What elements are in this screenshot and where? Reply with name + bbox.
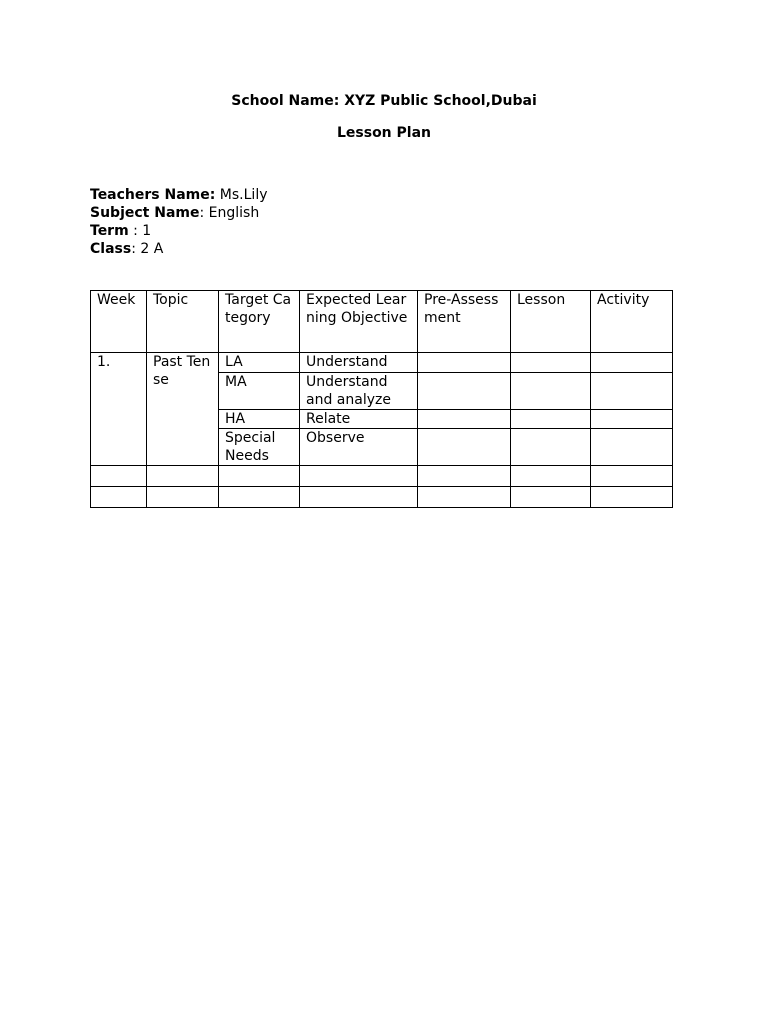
teacher-label: Teachers Name: [90, 187, 216, 203]
header-topic: Topic [147, 291, 219, 353]
lesson-cell [511, 373, 591, 410]
empty-cell [147, 466, 219, 487]
lesson-cell [511, 429, 591, 466]
category-cell: HA [219, 410, 300, 429]
term-value: : 1 [128, 223, 152, 239]
empty-cell [91, 466, 147, 487]
empty-cell [91, 487, 147, 508]
teacher-row [90, 186, 268, 204]
header-lesson: Lesson [511, 291, 591, 353]
topic-cell: Past Tense [147, 353, 219, 466]
empty-cell [219, 487, 300, 508]
subject-row [90, 204, 268, 222]
lesson-cell [511, 410, 591, 429]
class-label: Class [90, 241, 132, 257]
activity-cell [591, 373, 673, 410]
header-expected-learning-objective: Expected Learning Objective [300, 291, 418, 353]
objective-cell: Understand [300, 353, 418, 373]
teacher-info [90, 186, 268, 258]
empty-cell [300, 466, 418, 487]
empty-cell [147, 487, 219, 508]
activity-cell [591, 429, 673, 466]
lesson-plan-title: Lesson Plan [336, 125, 431, 141]
objective-cell: Relate [300, 410, 418, 429]
objective-cell: Understand and analyze [300, 373, 418, 410]
header-target-category: Target Category [219, 291, 300, 353]
subject-value: : English [199, 205, 260, 221]
header-pre-assessment: Pre-Assessment [418, 291, 511, 353]
lesson-plan-table [90, 290, 673, 508]
school-title: School Name: XYZ Public School,Dubai [231, 93, 537, 109]
pre-assessment-cell [418, 373, 511, 410]
empty-cell [511, 466, 591, 487]
term-row [90, 222, 268, 240]
teacher-value: Ms.Lily [215, 187, 268, 203]
week-cell: 1. [91, 353, 147, 466]
subject-label: Subject Name [90, 205, 200, 221]
pre-assessment-cell [418, 410, 511, 429]
empty-row [91, 466, 673, 487]
activity-cell [591, 353, 673, 373]
class-value: : 2 A [131, 241, 164, 257]
header-week: Week [91, 291, 147, 353]
empty-cell [511, 487, 591, 508]
pre-assessment-cell [418, 429, 511, 466]
empty-cell [591, 466, 673, 487]
activity-cell [591, 410, 673, 429]
objective-cell: Observe [300, 429, 418, 466]
table-row [91, 353, 673, 373]
empty-cell [418, 466, 511, 487]
header-activity: Activity [591, 291, 673, 353]
empty-cell [300, 487, 418, 508]
category-cell: Special Needs [219, 429, 300, 466]
pre-assessment-cell [418, 353, 511, 373]
empty-cell [219, 466, 300, 487]
category-cell: LA [219, 353, 300, 373]
table-header-row [91, 291, 673, 353]
class-row [90, 240, 268, 258]
empty-cell [591, 487, 673, 508]
empty-row [91, 487, 673, 508]
term-label: Term [90, 223, 129, 239]
empty-cell [418, 487, 511, 508]
category-cell: MA [219, 373, 300, 410]
lesson-cell [511, 353, 591, 373]
